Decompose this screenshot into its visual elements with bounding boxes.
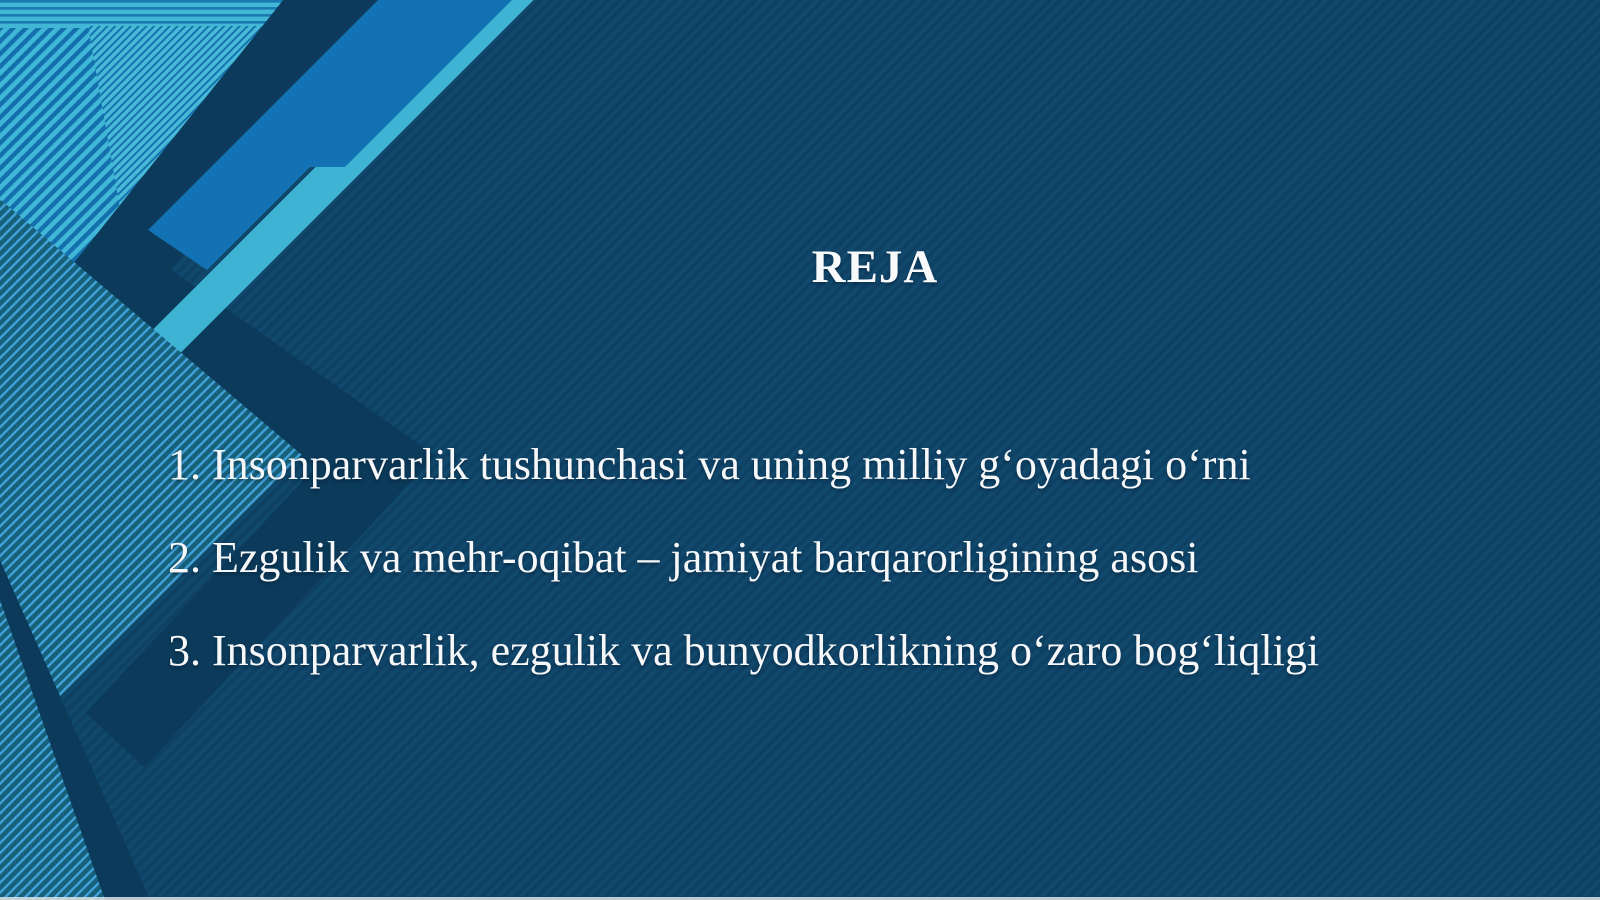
plan-item-3: 3. Insonparvarlik, ezgulik va bunyodkorlikning o‘zaro bog‘liqligi — [168, 626, 1320, 675]
plan-list — [168, 418, 1568, 697]
plan-item-2: 2. Ezgulik va mehr-oqibat – jamiyat barqarorligining asosi — [168, 533, 1199, 582]
plan-item-1: 1. Insonparvarlik tushunchasi va uning milliy g‘oyadagi o‘rni — [168, 440, 1251, 489]
slide-title: REJA — [811, 241, 939, 293]
